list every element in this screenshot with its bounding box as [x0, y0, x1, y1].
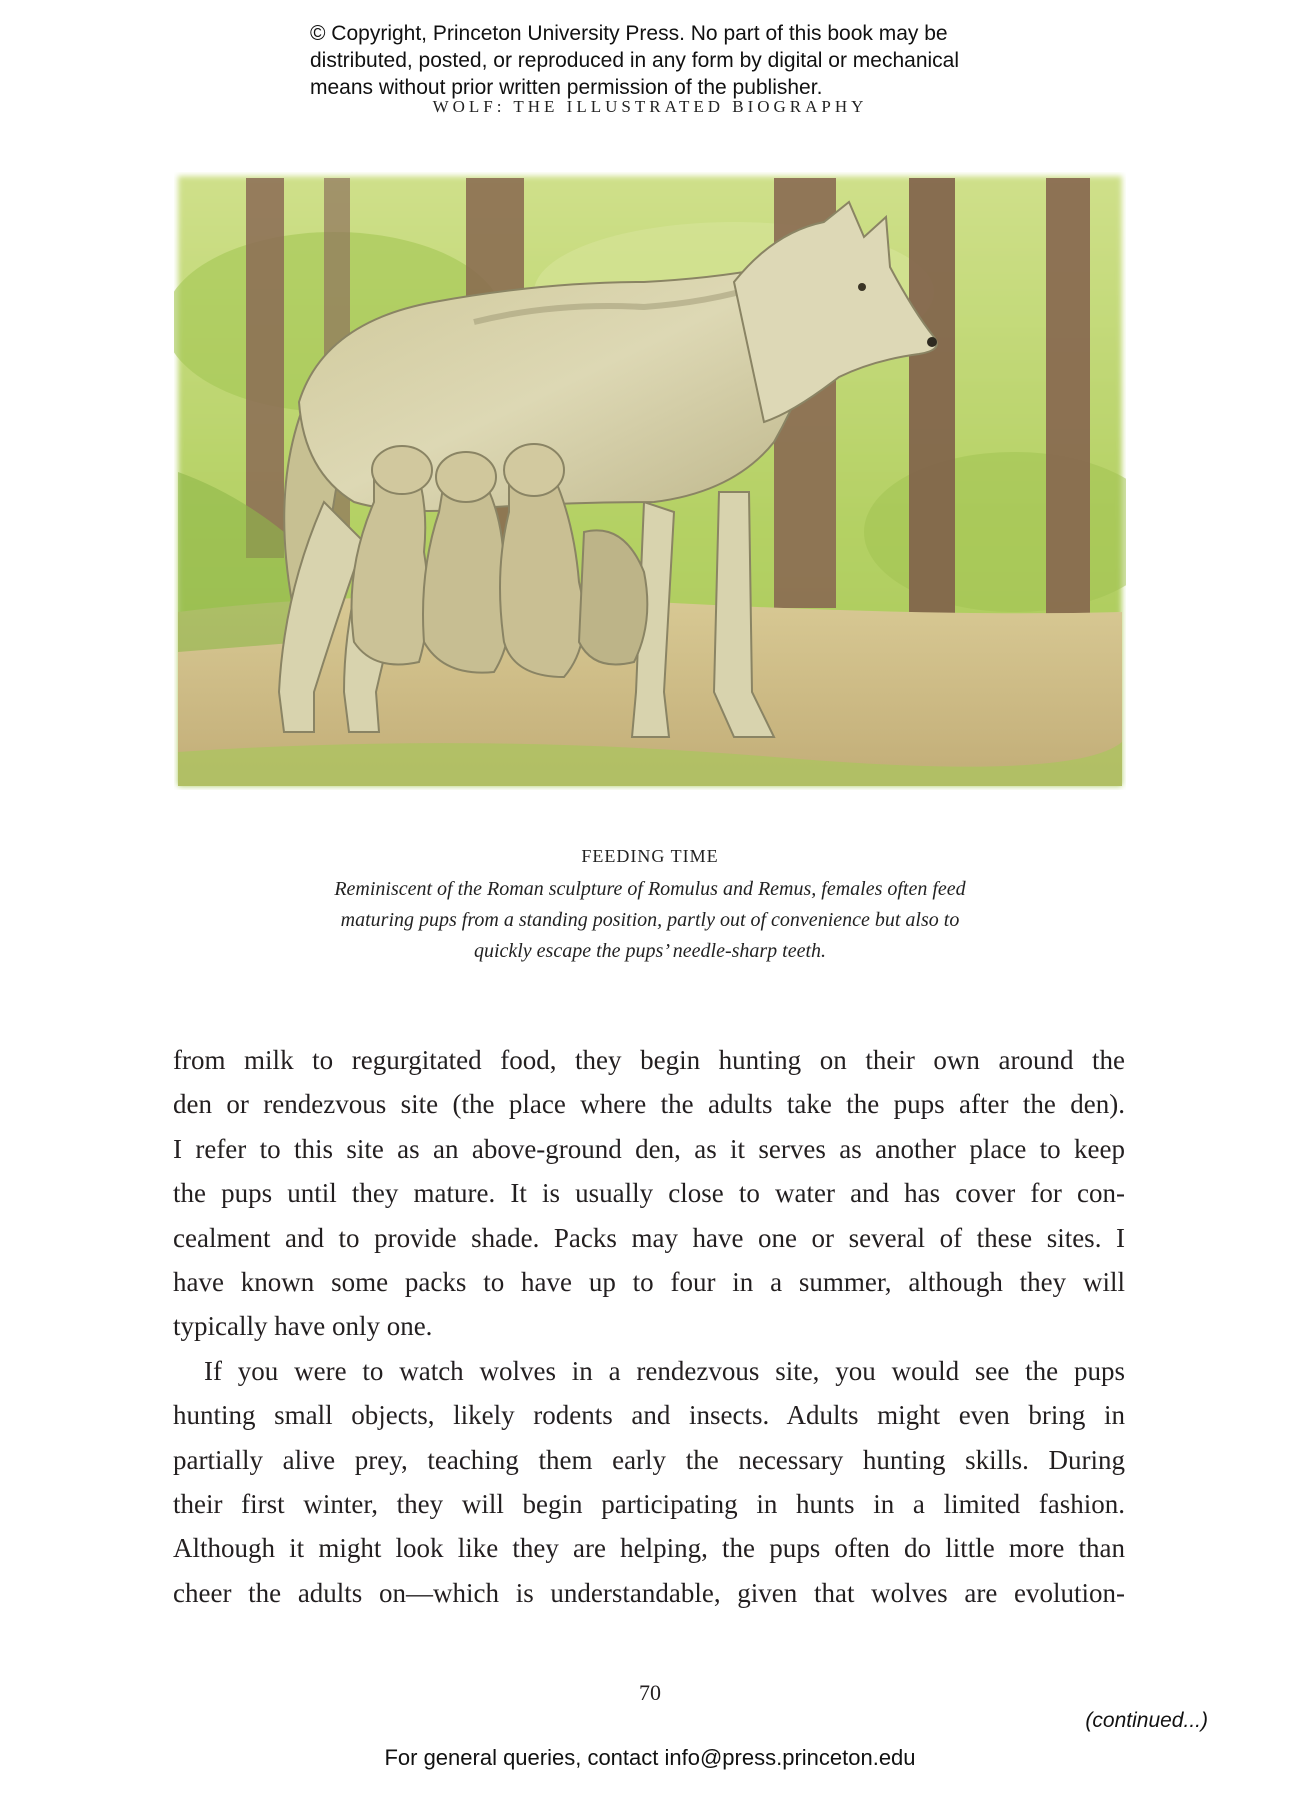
body-line-1: from milk to regurgitated food, they begin hunting on their own around the [173, 1045, 1125, 1075]
wolf-nose [927, 337, 937, 347]
contact-footer: For general queries, contact info@press.princeton.edu [384, 1745, 916, 1770]
pup-head [504, 444, 564, 496]
body-line-10: partially alive prey, teaching them early the necessary hunting skills. During [173, 1444, 1125, 1475]
body-line-5: cealment and to provide shade. Packs may have one or several of these sites. I [173, 1222, 1125, 1253]
body-line-13: cheer the adults on—which is understandable, given that wolves are evolution- [173, 1577, 1125, 1608]
wolf-nursing-pups-illustration [174, 172, 1126, 790]
body-line-3: I refer to this site as an above-ground den, as it serves as another place to keep [173, 1133, 1125, 1164]
caption-line-3: quickly escape the pups’ needle-sharp teeth. [473, 940, 827, 962]
pup-head [436, 452, 496, 502]
pup-head [372, 446, 432, 494]
caption-line-2: maturing pups from a standing position, partly out of convenience but also to [340, 909, 960, 931]
caption-title: FEEDING TIME [581, 846, 719, 866]
page-number: 70 [639, 1680, 661, 1705]
copyright-line-2: distributed, posted, or reproduced in any form by digital or mechanical [310, 49, 960, 72]
body-line-12: Although it might look like they are helping, the pups often do little more than [173, 1533, 1125, 1564]
continued-note: (continued...) [1085, 1709, 1208, 1732]
tree-trunk [909, 178, 955, 618]
running-head: WOLF: THE ILLUSTRATED BIOGRAPHY [432, 97, 868, 116]
body-line-4: the pups until they mature. It is usually close to water and has cover for con- [173, 1178, 1125, 1209]
copyright-line-1: © Copyright, Princeton University Press. No part of this book may be [310, 22, 948, 45]
tree-trunk [246, 178, 284, 558]
body-line-2: den or rendezvous site (the place where the adults take the pups after the den). [173, 1089, 1125, 1120]
body-text [173, 1038, 1125, 1615]
body-line-8: If you were to watch wolves in a rendezvous site, you would see the pups [204, 1355, 1125, 1386]
copyright-notice [310, 20, 1030, 101]
body-line-9: hunting small objects, likely rodents and insects. Adults might even bring in [173, 1400, 1125, 1431]
body-line-6: have known some packs to have up to four in a summer, although they will [173, 1266, 1125, 1297]
wolf-eye [858, 283, 866, 291]
body-line-11: their first winter, they will begin participating in hunts in a limited fashion. [173, 1488, 1125, 1519]
body-line-7: typically have only one. [173, 1311, 433, 1342]
tree-trunk [1046, 178, 1090, 618]
caption-line-1: Reminiscent of the Roman sculpture of Romulus and Remus, females often feed [334, 878, 966, 900]
caption-body [290, 874, 1010, 967]
copyright-line-3: means without prior written permission of the publisher. [310, 76, 823, 99]
